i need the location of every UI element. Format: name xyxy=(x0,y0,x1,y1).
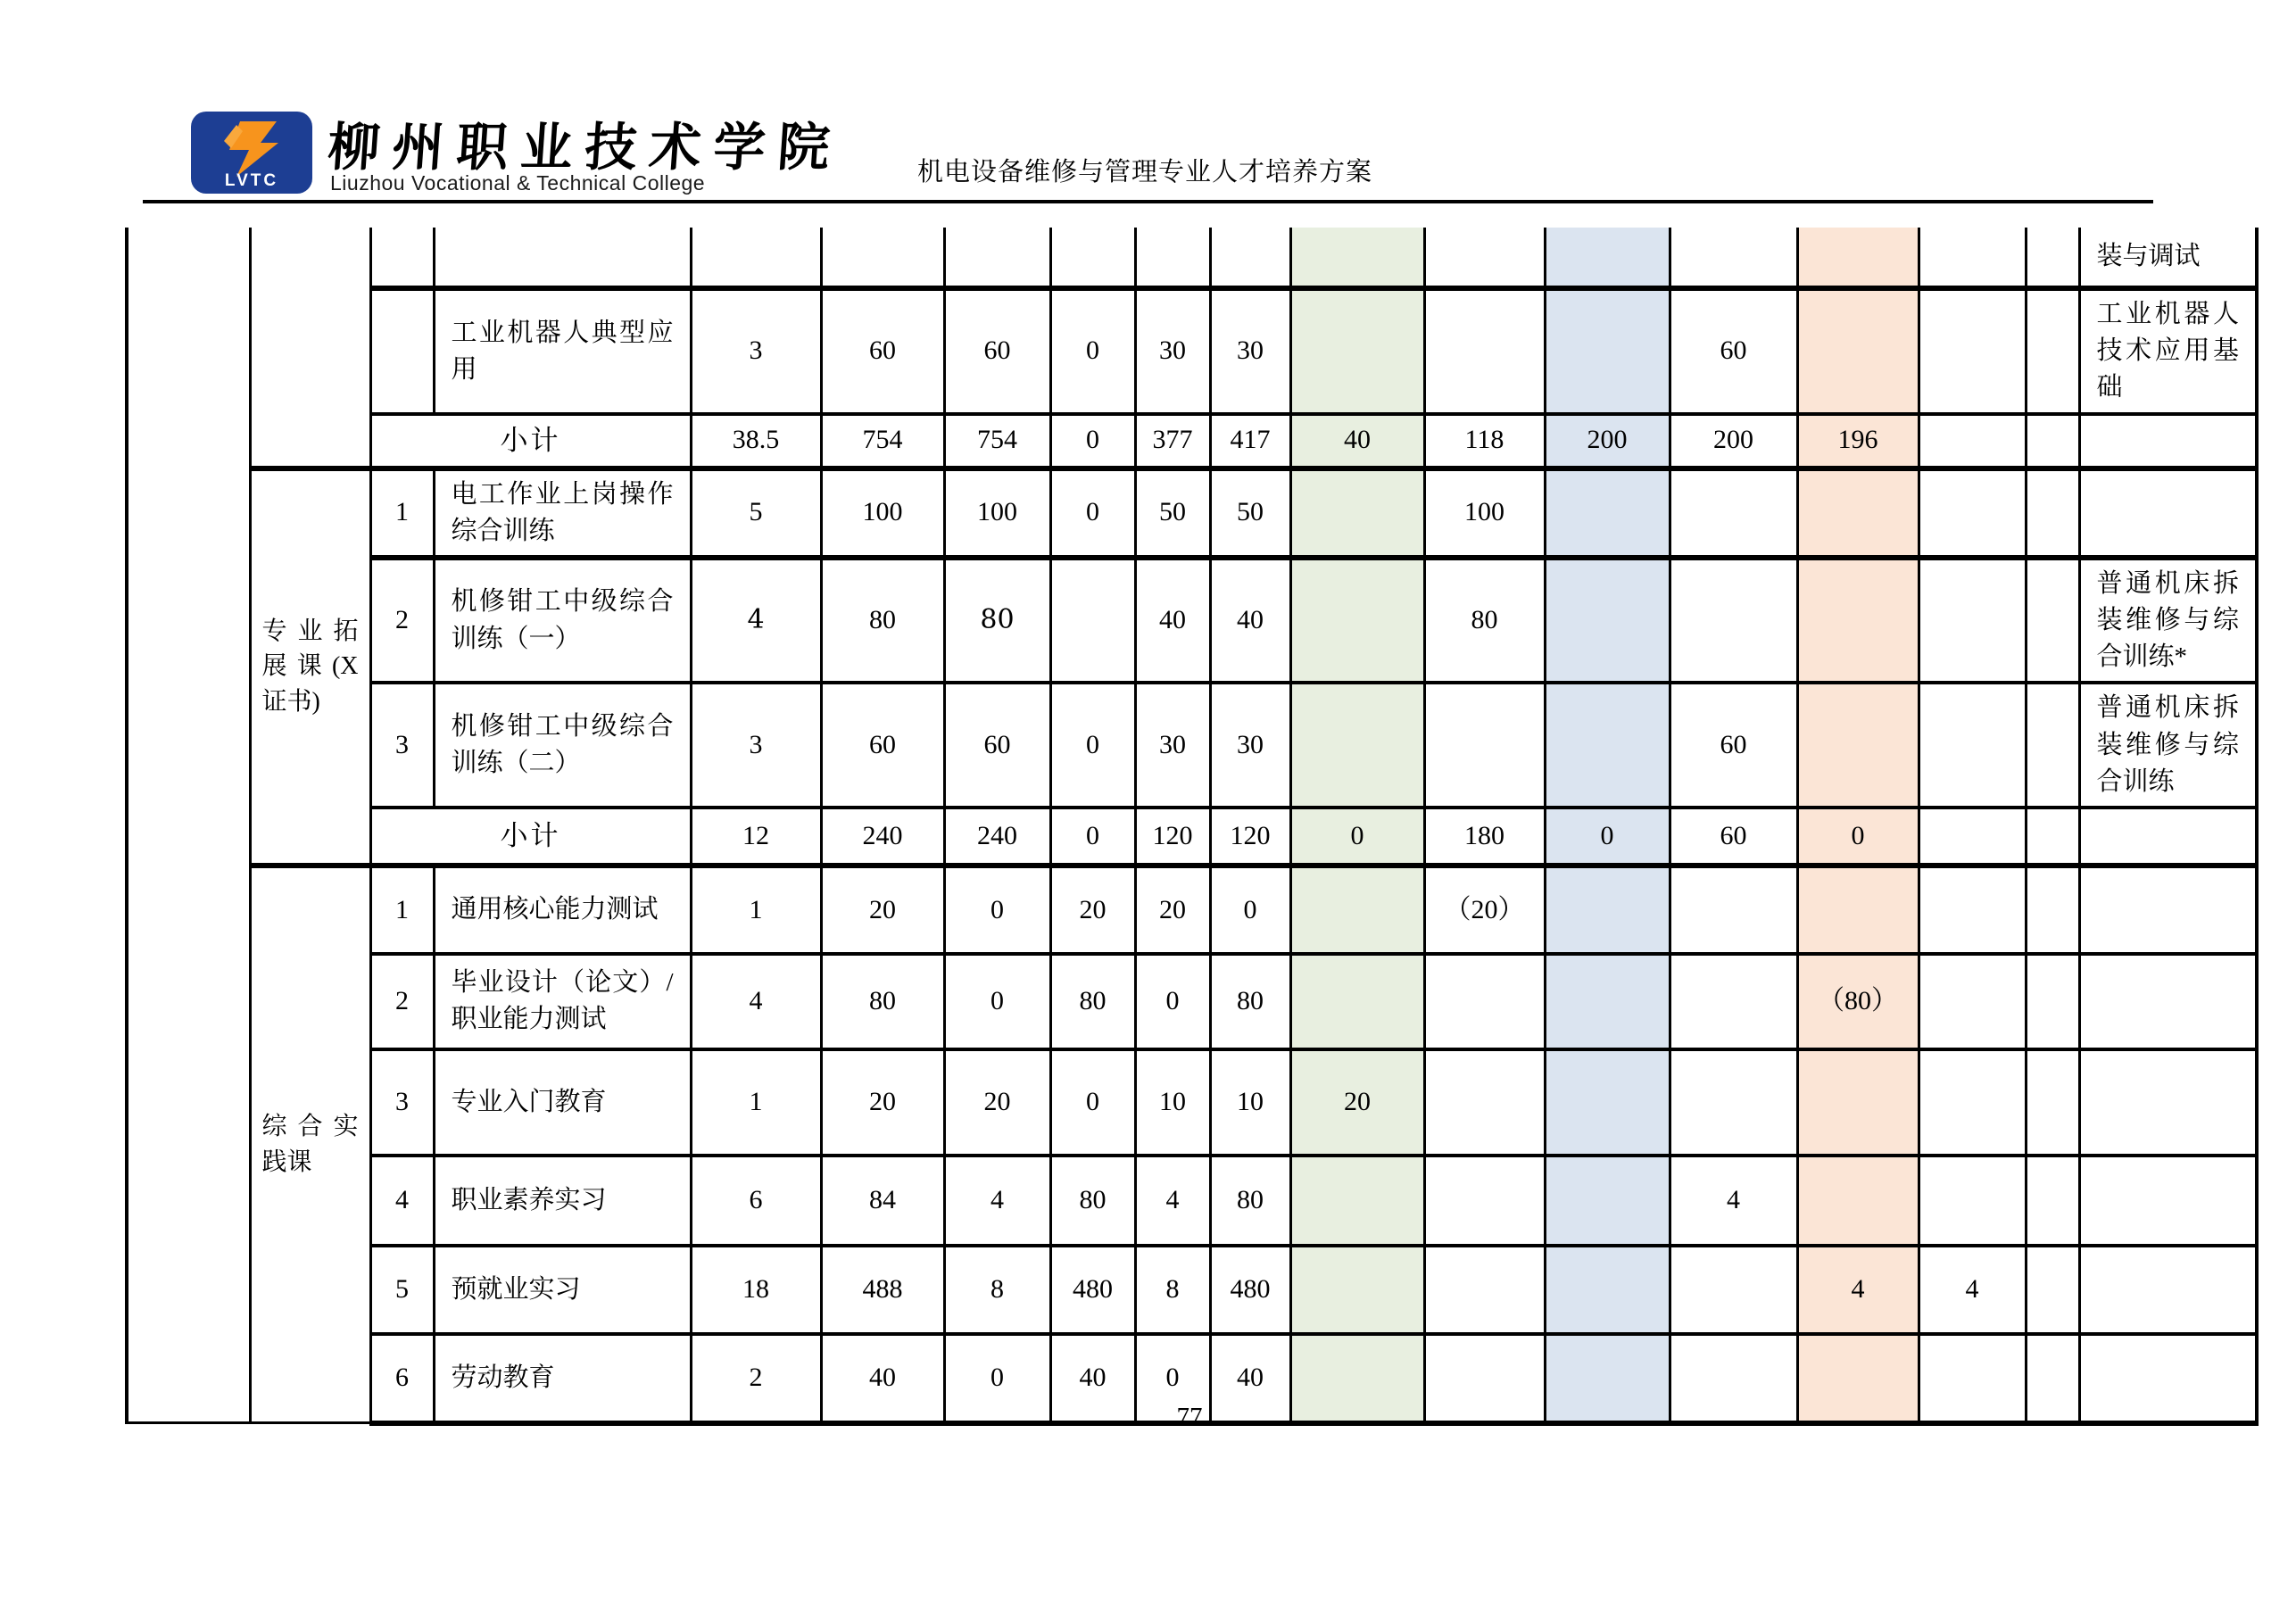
value-cell: 3 xyxy=(691,683,821,808)
value-cell: 754 xyxy=(944,414,1050,468)
empty-cell xyxy=(1545,1334,1670,1423)
value-cell: 8 xyxy=(1135,1246,1210,1334)
empty-cell xyxy=(1670,1246,1797,1334)
empty-cell xyxy=(1545,288,1670,414)
empty-cell xyxy=(1670,954,1797,1049)
empty-cell xyxy=(2026,558,2079,684)
value-cell: 80 xyxy=(1050,1156,1135,1246)
value-cell: 60 xyxy=(821,288,944,414)
empty-cell xyxy=(2026,228,2079,288)
empty-cell xyxy=(1545,1049,1670,1156)
value-cell: 60 xyxy=(1670,683,1797,808)
value-cell: 12 xyxy=(691,808,821,866)
empty-cell xyxy=(2079,1156,2257,1246)
empty-cell xyxy=(1290,866,1424,954)
empty-cell xyxy=(1424,1246,1545,1334)
empty-cell xyxy=(1290,468,1424,558)
value-cell: 417 xyxy=(1210,414,1290,468)
college-name-en: Liuzhou Vocational & Technical College xyxy=(330,171,706,195)
empty-cell xyxy=(1797,228,1919,288)
remark-cell: 普通机床拆装维修与综合训练 xyxy=(2079,683,2257,808)
empty-cell xyxy=(2026,1334,2079,1423)
value-cell: 6 xyxy=(691,1156,821,1246)
empty-cell xyxy=(1670,558,1797,684)
empty-cell xyxy=(1797,558,1919,684)
empty-cell xyxy=(1797,288,1919,414)
empty-cell xyxy=(2026,866,2079,954)
empty-cell xyxy=(1050,558,1135,684)
empty-cell xyxy=(1545,468,1670,558)
value-cell: 4 xyxy=(1135,1156,1210,1246)
value-cell: 0 xyxy=(1050,1049,1135,1156)
row-number-cell: 4 xyxy=(370,1156,434,1246)
row-number-cell xyxy=(370,288,434,414)
empty-cell xyxy=(1919,1334,2026,1423)
value-cell: 20 xyxy=(1050,866,1135,954)
value-cell: 60 xyxy=(944,288,1050,414)
value-cell: 60 xyxy=(1670,808,1797,866)
table-row xyxy=(127,1049,2257,1156)
value-cell: 84 xyxy=(821,1156,944,1246)
empty-cell xyxy=(1797,1156,1919,1246)
empty-cell xyxy=(1919,414,2026,468)
value-cell: 50 xyxy=(1135,468,1210,558)
table-row xyxy=(127,954,2257,1049)
value-cell: 8 xyxy=(944,1246,1050,1334)
empty-cell xyxy=(1290,288,1424,414)
empty-cell xyxy=(1290,558,1424,684)
empty-cell xyxy=(1050,228,1135,288)
value-cell: 4 xyxy=(691,954,821,1049)
value-cell: 480 xyxy=(1210,1246,1290,1334)
empty-cell xyxy=(1919,954,2026,1049)
value-cell: 50 xyxy=(1210,468,1290,558)
empty-cell xyxy=(1919,468,2026,558)
college-name-cn: 柳州职业技术学院 xyxy=(326,119,844,177)
value-cell: 100 xyxy=(944,468,1050,558)
empty-cell xyxy=(2079,1049,2257,1156)
value-cell: 0 xyxy=(944,866,1050,954)
value-cell: 40 xyxy=(1290,414,1424,468)
row-number-cell: 1 xyxy=(370,468,434,558)
value-cell: 2 xyxy=(691,1334,821,1423)
table-row xyxy=(127,683,2257,808)
empty-cell xyxy=(2079,866,2257,954)
value-cell: 20 xyxy=(1290,1049,1424,1156)
course-name-cell: 工业机器人典型应用 xyxy=(434,288,691,414)
value-cell: 0 xyxy=(1050,808,1135,866)
value-cell: 0 xyxy=(944,954,1050,1049)
value-cell: 0 xyxy=(1797,808,1919,866)
college-logo-icon xyxy=(190,111,313,195)
value-cell: 10 xyxy=(1135,1049,1210,1156)
empty-cell xyxy=(2026,954,2079,1049)
value-cell: 18 xyxy=(691,1246,821,1334)
empty-cell xyxy=(2079,1246,2257,1334)
value-cell: 120 xyxy=(1135,808,1210,866)
table-row xyxy=(127,414,2257,468)
course-name-cell: 机修钳工中级综合训练（一） xyxy=(434,558,691,684)
row-number-cell: 6 xyxy=(370,1334,434,1423)
table-row xyxy=(127,288,2257,414)
value-cell: 80 xyxy=(1210,954,1290,1049)
value-cell: 40 xyxy=(1210,1334,1290,1423)
row-number-cell: 1 xyxy=(370,866,434,954)
value-cell: 0 xyxy=(1135,954,1210,1049)
value-cell: 377 xyxy=(1135,414,1210,468)
value-cell: 4 xyxy=(1797,1246,1919,1334)
table-row xyxy=(127,1246,2257,1334)
empty-cell xyxy=(2079,808,2257,866)
empty-cell xyxy=(1919,808,2026,866)
value-cell: 0 xyxy=(1135,1334,1210,1423)
empty-cell xyxy=(434,228,691,288)
value-cell: 80 xyxy=(944,558,1050,684)
table-row xyxy=(127,1156,2257,1246)
empty-cell xyxy=(2026,468,2079,558)
empty-cell xyxy=(1424,1334,1545,1423)
empty-cell xyxy=(1290,228,1424,288)
value-cell: 3 xyxy=(691,288,821,414)
row-number-cell: 5 xyxy=(370,1246,434,1334)
course-name-cell: 机修钳工中级综合训练（二） xyxy=(434,683,691,808)
course-name-cell: 专业入门教育 xyxy=(434,1049,691,1156)
curriculum-table xyxy=(125,228,2259,1426)
subtotal-cell: 小计 xyxy=(370,414,691,468)
empty-cell xyxy=(1290,1334,1424,1423)
empty-cell xyxy=(1424,954,1545,1049)
value-cell: 1 xyxy=(691,866,821,954)
empty-cell xyxy=(2026,683,2079,808)
value-cell: 20 xyxy=(821,866,944,954)
empty-cell xyxy=(1670,1049,1797,1156)
course-name-cell: 职业素养实习 xyxy=(434,1156,691,1246)
empty-cell xyxy=(1545,228,1670,288)
course-name-cell: 劳动教育 xyxy=(434,1334,691,1423)
value-cell: 80 xyxy=(1424,558,1545,684)
empty-cell xyxy=(1797,1334,1919,1423)
empty-cell xyxy=(1290,1156,1424,1246)
value-cell: 40 xyxy=(1050,1334,1135,1423)
empty-cell xyxy=(1797,1049,1919,1156)
empty-cell xyxy=(1670,1334,1797,1423)
empty-cell xyxy=(1670,228,1797,288)
empty-cell xyxy=(821,228,944,288)
empty-cell xyxy=(1424,228,1545,288)
empty-cell xyxy=(1545,954,1670,1049)
empty-cell xyxy=(1135,228,1210,288)
value-cell: 100 xyxy=(1424,468,1545,558)
value-cell: 30 xyxy=(1135,288,1210,414)
empty-cell xyxy=(2026,808,2079,866)
category-level1-cell xyxy=(127,228,250,1423)
empty-cell xyxy=(1670,866,1797,954)
value-cell: 0 xyxy=(1290,808,1424,866)
empty-cell xyxy=(1919,1156,2026,1246)
value-cell: 200 xyxy=(1670,414,1797,468)
empty-cell xyxy=(1919,683,2026,808)
empty-cell xyxy=(2026,288,2079,414)
value-cell: 40 xyxy=(1210,558,1290,684)
empty-cell xyxy=(1545,866,1670,954)
row-number-cell: 2 xyxy=(370,954,434,1049)
table-row xyxy=(127,228,2257,288)
value-cell: （20） xyxy=(1424,866,1545,954)
value-cell: 754 xyxy=(821,414,944,468)
empty-cell xyxy=(1424,683,1545,808)
value-cell: 30 xyxy=(1210,288,1290,414)
course-name-cell: 预就业实习 xyxy=(434,1246,691,1334)
row-number-cell: 3 xyxy=(370,1049,434,1156)
empty-cell xyxy=(1290,683,1424,808)
empty-cell xyxy=(2079,1334,2257,1423)
value-cell: 40 xyxy=(821,1334,944,1423)
value-cell: 0 xyxy=(1050,683,1135,808)
value-cell: 0 xyxy=(1050,468,1135,558)
value-cell: 20 xyxy=(821,1049,944,1156)
empty-cell xyxy=(2026,1246,2079,1334)
empty-cell xyxy=(1545,683,1670,808)
value-cell: 80 xyxy=(821,954,944,1049)
value-cell: 0 xyxy=(1050,288,1135,414)
value-cell: 80 xyxy=(1050,954,1135,1049)
value-cell: 240 xyxy=(944,808,1050,866)
value-cell: 80 xyxy=(821,558,944,684)
value-cell: 4 xyxy=(691,558,821,684)
section-label-cell: 专业拓展课(X证书) xyxy=(250,468,370,866)
category-level2-cell xyxy=(250,228,370,468)
value-cell: 60 xyxy=(1670,288,1797,414)
empty-cell xyxy=(1919,558,2026,684)
empty-cell xyxy=(691,228,821,288)
value-cell: 240 xyxy=(821,808,944,866)
empty-cell xyxy=(1797,866,1919,954)
row-number-cell: 3 xyxy=(370,683,434,808)
value-cell: 120 xyxy=(1210,808,1290,866)
course-name-cell: 电工作业上岗操作综合训练 xyxy=(434,468,691,558)
table-row xyxy=(127,468,2257,558)
value-cell: 4 xyxy=(944,1156,1050,1246)
table-row xyxy=(127,808,2257,866)
value-cell: 480 xyxy=(1050,1246,1135,1334)
value-cell: （80） xyxy=(1797,954,1919,1049)
empty-cell xyxy=(2079,414,2257,468)
page-number: 77 xyxy=(1176,1403,1203,1431)
value-cell: 10 xyxy=(1210,1049,1290,1156)
empty-cell xyxy=(1424,1049,1545,1156)
empty-cell xyxy=(2026,414,2079,468)
empty-cell xyxy=(1424,288,1545,414)
empty-cell xyxy=(1290,1246,1424,1334)
empty-cell xyxy=(1919,228,2026,288)
value-cell: 80 xyxy=(1210,1156,1290,1246)
value-cell: 5 xyxy=(691,468,821,558)
empty-cell xyxy=(1919,288,2026,414)
value-cell: 200 xyxy=(1545,414,1670,468)
empty-cell xyxy=(2079,468,2257,558)
value-cell: 60 xyxy=(821,683,944,808)
empty-cell xyxy=(1545,1156,1670,1246)
empty-cell xyxy=(1797,683,1919,808)
empty-cell xyxy=(1545,1246,1670,1334)
empty-cell xyxy=(1919,866,2026,954)
course-name-cell: 通用核心能力测试 xyxy=(434,866,691,954)
value-cell: 40 xyxy=(1135,558,1210,684)
course-name-cell: 毕业设计（论文）/职业能力测试 xyxy=(434,954,691,1049)
empty-cell xyxy=(1545,558,1670,684)
empty-cell xyxy=(2026,1049,2079,1156)
value-cell: 0 xyxy=(1050,414,1135,468)
table-row xyxy=(127,558,2257,684)
value-cell: 0 xyxy=(944,1334,1050,1423)
value-cell: 4 xyxy=(1919,1246,2026,1334)
row-number-cell: 2 xyxy=(370,558,434,684)
value-cell: 30 xyxy=(1210,683,1290,808)
logo-abbr-text: LVTC xyxy=(224,171,279,190)
value-cell: 1 xyxy=(691,1049,821,1156)
value-cell: 196 xyxy=(1797,414,1919,468)
empty-cell xyxy=(1210,228,1290,288)
header-divider xyxy=(143,200,2153,203)
value-cell: 20 xyxy=(1135,866,1210,954)
value-cell: 488 xyxy=(821,1246,944,1334)
empty-cell xyxy=(370,228,434,288)
section-label-cell: 综合实践课 xyxy=(250,866,370,1423)
empty-cell xyxy=(944,228,1050,288)
value-cell: 30 xyxy=(1135,683,1210,808)
empty-cell xyxy=(1797,468,1919,558)
value-cell: 38.5 xyxy=(691,414,821,468)
empty-cell xyxy=(2026,1156,2079,1246)
remark-cell: 装与调试 xyxy=(2079,228,2257,288)
empty-cell xyxy=(2079,954,2257,1049)
table-row xyxy=(127,866,2257,954)
value-cell: 100 xyxy=(821,468,944,558)
value-cell: 0 xyxy=(1210,866,1290,954)
value-cell: 60 xyxy=(944,683,1050,808)
value-cell: 0 xyxy=(1545,808,1670,866)
empty-cell xyxy=(1670,468,1797,558)
value-cell: 118 xyxy=(1424,414,1545,468)
remark-cell: 普通机床拆装维修与综合训练* xyxy=(2079,558,2257,684)
empty-cell xyxy=(1424,1156,1545,1246)
empty-cell xyxy=(1919,1049,2026,1156)
empty-cell xyxy=(1290,954,1424,1049)
subtotal-cell: 小计 xyxy=(370,808,691,866)
value-cell: 4 xyxy=(1670,1156,1797,1246)
remark-cell: 工业机器人技术应用基础 xyxy=(2079,288,2257,414)
document-title: 机电设备维修与管理专业人才培养方案 xyxy=(917,158,1373,186)
value-cell: 180 xyxy=(1424,808,1545,866)
value-cell: 20 xyxy=(944,1049,1050,1156)
